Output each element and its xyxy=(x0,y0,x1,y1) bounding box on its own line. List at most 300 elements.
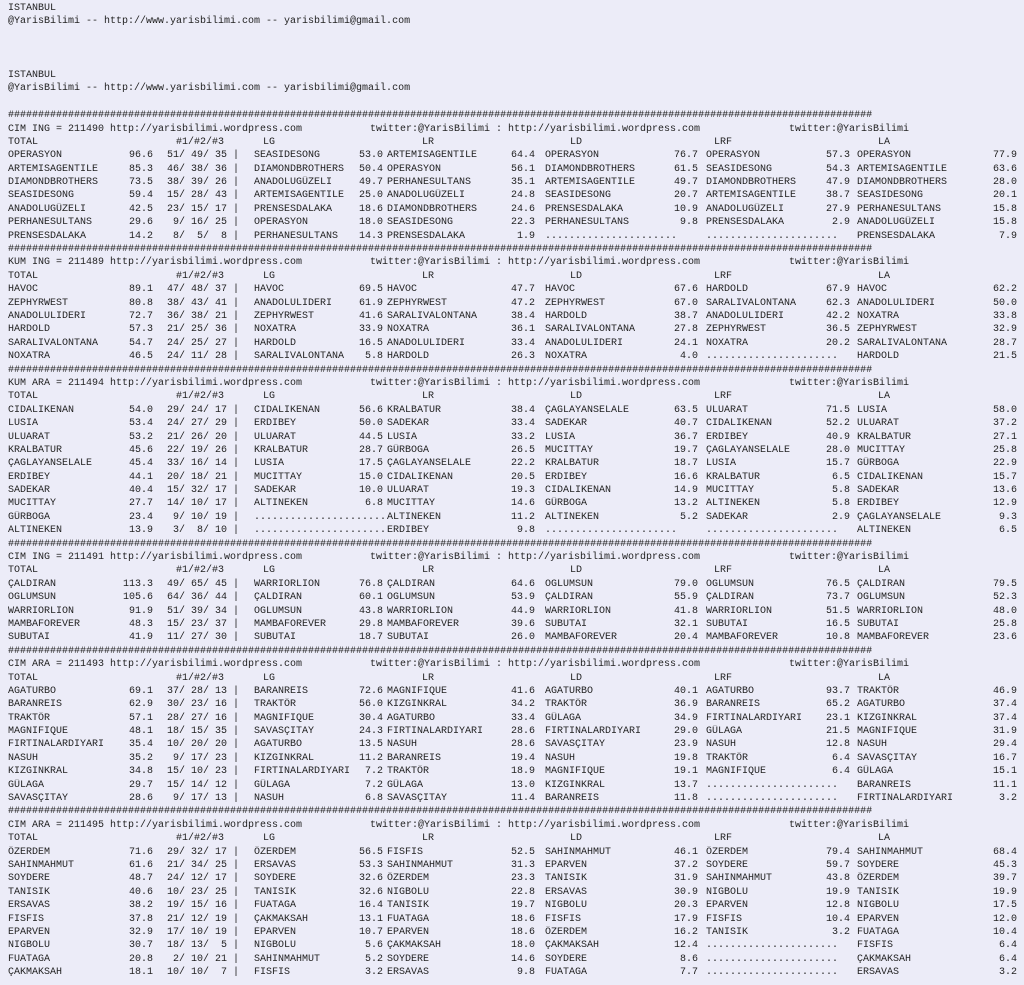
lg-value: 72.6 xyxy=(358,685,383,697)
horse-name: TRAKTÖR xyxy=(8,712,51,724)
table-row xyxy=(8,163,1018,176)
la-value: 21.5 xyxy=(992,351,1017,363)
place-counts: 38/ 43/ 41 | xyxy=(161,297,240,309)
lrf-horse: SEASIDESONG xyxy=(706,163,773,175)
horse-name: HAVOC xyxy=(8,284,39,296)
la-horse: EPARVEN xyxy=(857,913,900,925)
table-row xyxy=(8,524,1018,537)
lg-value: 30.4 xyxy=(358,712,383,724)
twitter-handle-text: twitter:@YarisBilimi xyxy=(789,257,910,269)
total-score: 57.3 xyxy=(128,324,153,336)
twitter-handle-text: twitter:@YarisBilimi xyxy=(789,659,910,671)
lrf-horse: PRENSESDALAKA xyxy=(706,217,785,229)
place-counts: 9/ 17/ 23 | xyxy=(161,752,240,764)
total-score: 91.9 xyxy=(128,605,153,617)
lr-value: 9.8 xyxy=(516,525,535,537)
lr-value: 18.6 xyxy=(510,913,535,925)
table-row xyxy=(8,404,1018,417)
lr-horse: ALTINEKEN xyxy=(387,511,442,523)
lrf-horse: ARTEMISAGENTILE xyxy=(706,190,797,202)
lg-value: 49.7 xyxy=(358,177,383,189)
total-score: 73.5 xyxy=(128,177,153,189)
lrf-horse: FIRTINALARDIYARI xyxy=(706,712,803,724)
lrf-horse: GÜLAGA xyxy=(706,726,743,738)
la-value: 39.7 xyxy=(992,873,1017,885)
ld-value: 19.7 xyxy=(673,444,698,456)
ld-value: 49.7 xyxy=(673,177,698,189)
la-value: 22.9 xyxy=(992,458,1017,470)
horse-name: HARDOLD xyxy=(8,324,51,336)
lrf-value: 51.5 xyxy=(825,605,850,617)
header-la: LA xyxy=(878,136,891,148)
la-value: 15.8 xyxy=(992,203,1017,215)
lrf-value: 5.8 xyxy=(831,485,850,497)
ld-horse: SADEKAR xyxy=(545,418,588,430)
lr-horse: SOYDERE xyxy=(387,953,430,965)
total-score: 72.7 xyxy=(128,310,153,322)
lr-horse: TRAKTÖR xyxy=(387,766,430,778)
la-value: 15.8 xyxy=(992,217,1017,229)
ld-horse: MAGNIFIQUE xyxy=(545,766,606,778)
table-row xyxy=(8,765,1018,778)
total-score: 61.6 xyxy=(128,860,153,871)
la-value: 68.4 xyxy=(992,846,1017,858)
ld-horse: TANISIK xyxy=(545,873,588,885)
ld-value: 55.9 xyxy=(673,592,698,604)
ld-horse: OGLUMSUN xyxy=(545,578,594,590)
ld-value: 18.7 xyxy=(673,458,698,470)
place-counts: 10/ 23/ 25 | xyxy=(161,886,240,898)
ld-horse: SAVASÇITAY xyxy=(545,739,606,751)
la-horse: ÇAKMAKSAH xyxy=(857,953,912,965)
lrf-horse: ZEPHYRWEST xyxy=(706,324,767,336)
separator-line: ################################################################################################################################################ xyxy=(8,538,873,550)
lrf-value: 10.8 xyxy=(825,632,850,644)
lr-value: 64.4 xyxy=(510,150,535,162)
place-counts: 38/ 39/ 26 | xyxy=(161,177,240,189)
total-score: 42.5 xyxy=(128,203,153,215)
table-row xyxy=(8,872,1018,885)
ld-value: 19.8 xyxy=(673,752,698,764)
horse-name: LUSIA xyxy=(8,418,39,430)
la-value: 58.0 xyxy=(992,404,1017,416)
lrf-horse: DIAMONDBROTHERS xyxy=(706,177,797,189)
lr-value: 28.6 xyxy=(510,726,535,738)
lg-value: 13.5 xyxy=(358,739,383,751)
lrf-value: 23.1 xyxy=(825,712,850,724)
lr-value: 26.3 xyxy=(510,351,535,363)
column-header xyxy=(8,564,1018,577)
lg-value: 56.0 xyxy=(358,699,383,711)
section-title xyxy=(8,256,1018,269)
table-row xyxy=(8,457,1018,470)
la-horse: FUATAGA xyxy=(857,926,900,938)
lr-value: 14.6 xyxy=(510,953,535,965)
la-value: 3.2 xyxy=(998,967,1017,979)
header-ld: LD xyxy=(570,391,583,403)
la-horse: NASUH xyxy=(857,739,888,751)
header-places: #1/#2/#3 xyxy=(176,672,225,684)
ld-value: 31.9 xyxy=(673,873,698,885)
lr-value: 11.2 xyxy=(510,511,535,523)
place-counts: 8/ 5/ 8 | xyxy=(161,230,240,242)
la-horse: NOXATRA xyxy=(857,310,900,322)
lr-horse: ULUARAT xyxy=(387,485,430,497)
lg-horse: NASUH xyxy=(254,793,285,805)
header-lr: LR xyxy=(422,565,435,577)
lr-horse: TANISIK xyxy=(387,900,430,912)
lrf-horse: FISFIS xyxy=(706,913,743,925)
la-horse: DIAMONDBROTHERS xyxy=(857,177,948,189)
ld-horse: KIZGINKRAL xyxy=(545,779,606,791)
lr-value: 23.3 xyxy=(510,873,535,885)
table-row xyxy=(8,752,1018,765)
lr-horse: PRENSESDALAKA xyxy=(387,230,466,242)
separator-line: ################################################################################################################################################ xyxy=(8,110,873,122)
horse-name: SARALIVALONTANA xyxy=(8,337,99,349)
lrf-value: 59.7 xyxy=(825,860,850,871)
lrf-horse: NIGBOLU xyxy=(706,886,749,898)
ld-horse: ANADOLULIDERI xyxy=(545,337,624,349)
total-score: 27.7 xyxy=(128,498,153,510)
table-row xyxy=(8,859,1018,872)
la-horse: FISFIS xyxy=(857,940,894,952)
lrf-value: 40.9 xyxy=(825,431,850,443)
table-row xyxy=(8,497,1018,510)
lg-horse: ÇAKMAKSAH xyxy=(254,913,309,925)
lrf-value: 16.5 xyxy=(825,618,850,630)
lr-value: 19.7 xyxy=(510,900,535,912)
ld-horse: ÇAKMAKSAH xyxy=(545,940,600,952)
separator-line: ################################################################################################################################################ xyxy=(8,645,873,657)
lr-value: 20.5 xyxy=(510,471,535,483)
place-counts: 28/ 27/ 16 | xyxy=(161,712,240,724)
total-score: 30.7 xyxy=(128,940,153,952)
place-counts: 51/ 49/ 35 | xyxy=(161,150,240,162)
lr-value: 1.9 xyxy=(516,230,535,242)
la-horse: OGLUMSUN xyxy=(857,592,906,604)
total-score: 46.5 xyxy=(128,351,153,363)
lrf-value: 65.2 xyxy=(825,699,850,711)
total-score: 85.3 xyxy=(128,163,153,175)
lg-horse: NIGBOLU xyxy=(254,940,297,952)
lr-horse: FISFIS xyxy=(387,846,424,858)
total-score: 28.6 xyxy=(128,793,153,805)
separator-line: ################################################################################################################################################ xyxy=(8,244,873,256)
total-score: 13.9 xyxy=(128,525,153,537)
place-counts: 64/ 36/ 44 | xyxy=(161,592,240,604)
lg-value: 6.8 xyxy=(364,793,383,805)
lg-horse: MUCITTAY xyxy=(254,471,303,483)
lrf-value: 19.9 xyxy=(825,886,850,898)
lr-value: 47.7 xyxy=(510,284,535,296)
ld-horse: SUBUTAI xyxy=(545,618,588,630)
la-value: 37.4 xyxy=(992,712,1017,724)
lg-horse: NOXATRA xyxy=(254,324,297,336)
horse-name: SEASIDESONG xyxy=(8,190,75,202)
la-horse: HARDOLD xyxy=(857,351,900,363)
ld-value: 36.7 xyxy=(673,431,698,443)
la-value: 25.8 xyxy=(992,444,1017,456)
lr-value: 19.4 xyxy=(510,752,535,764)
place-counts: 51/ 39/ 34 | xyxy=(161,605,240,617)
lg-horse: PRENSESDALAKA xyxy=(254,203,333,215)
horse-name: EPARVEN xyxy=(8,926,51,938)
lrf-value: 73.7 xyxy=(825,592,850,604)
ld-value: 79.0 xyxy=(673,578,698,590)
place-counts: 15/ 10/ 23 | xyxy=(161,766,240,778)
ld-horse: NASUH xyxy=(545,752,576,764)
race-id-link: CIM ARA = 211495 http://yarisbilimi.wordpress.com xyxy=(8,819,303,831)
lrf-horse: HARDOLD xyxy=(706,284,749,296)
table-row xyxy=(8,484,1018,497)
lg-horse: ANADOLULIDERI xyxy=(254,297,333,309)
lg-horse: SADEKAR xyxy=(254,485,297,497)
lg-value: 33.9 xyxy=(358,324,383,336)
place-counts: 21/ 34/ 25 | xyxy=(161,860,240,871)
total-score: 29.7 xyxy=(128,779,153,791)
la-horse: LUSIA xyxy=(857,404,888,416)
ld-value: 34.9 xyxy=(673,712,698,724)
la-value: 15.7 xyxy=(992,471,1017,483)
twitter-site-text: twitter:@YarisBilimi : http://yarisbilimi.wordpress.com xyxy=(370,819,701,831)
horse-name: NOXATRA xyxy=(8,351,51,363)
ld-horse: ARTEMISAGENTILE xyxy=(545,177,636,189)
total-score: 20.8 xyxy=(128,953,153,965)
ld-value: 7.7 xyxy=(679,967,698,979)
header-line: @YarisBilimi -- http://www.yarisbilimi.com -- yarisbilimi@gmail.com xyxy=(8,16,411,28)
place-counts: 9/ 17/ 13 | xyxy=(161,793,240,805)
ld-horse: HAVOC xyxy=(545,284,576,296)
header-total: TOTAL xyxy=(8,565,39,577)
separator-line: ################################################################################################################################################ xyxy=(8,806,873,818)
twitter-handle-text: twitter:@YarisBilimi xyxy=(789,123,910,135)
la-horse: ALTINEKEN xyxy=(857,525,912,537)
ld-value: 29.0 xyxy=(673,726,698,738)
place-counts: 21/ 12/ 19 | xyxy=(161,913,240,925)
ld-value: 4.0 xyxy=(679,351,698,363)
header-lrf: LRF xyxy=(714,391,733,403)
ld-horse: ERSAVAS xyxy=(545,886,588,898)
total-score: 45.4 xyxy=(128,458,153,470)
place-counts: 9/ 10/ 19 | xyxy=(161,511,240,523)
lr-horse: HAVOC xyxy=(387,284,418,296)
lg-horse: OGLUMSUN xyxy=(254,605,303,617)
horse-name: ZEPHYRWEST xyxy=(8,297,69,309)
lrf-horse: WARRIORLION xyxy=(706,605,773,617)
lg-horse: FIRTINALARDIYARI xyxy=(254,766,351,778)
la-horse: ZEPHYRWEST xyxy=(857,324,918,336)
ld-value: 5.2 xyxy=(679,511,698,523)
horse-name: KRALBATUR xyxy=(8,444,63,456)
ld-value: 20.4 xyxy=(673,632,698,644)
lr-horse: NASUH xyxy=(387,739,418,751)
ld-horse: MUCITTAY xyxy=(545,444,594,456)
la-horse: BARANREIS xyxy=(857,779,912,791)
lrf-value: 15.7 xyxy=(825,458,850,470)
race-id-link: CIM ARA = 211493 http://yarisbilimi.wordpress.com xyxy=(8,659,303,671)
table-row xyxy=(8,725,1018,738)
section-title xyxy=(8,819,1018,832)
la-value: 16.7 xyxy=(992,752,1017,764)
lg-horse: FISFIS xyxy=(254,967,291,979)
ld-value: 19.1 xyxy=(673,766,698,778)
total-score: 29.6 xyxy=(128,217,153,229)
total-score: 105.6 xyxy=(122,592,153,604)
la-horse: KIZGINKRAL xyxy=(857,712,918,724)
place-counts: 36/ 38/ 21 | xyxy=(161,310,240,322)
lr-horse: ERDIBEY xyxy=(387,525,430,537)
horse-name: PERHANESULTANS xyxy=(8,217,93,229)
header-places: #1/#2/#3 xyxy=(176,565,225,577)
total-score: 23.4 xyxy=(128,511,153,523)
lrf-horse: ALTINEKEN xyxy=(706,498,761,510)
place-counts: 29/ 24/ 17 | xyxy=(161,404,240,416)
la-horse: TANISIK xyxy=(857,886,900,898)
twitter-handle-text: twitter:@YarisBilimi xyxy=(789,377,910,389)
ld-value: 63.5 xyxy=(673,404,698,416)
lrf-horse: SUBUTAI xyxy=(706,618,749,630)
lg-value: 44.5 xyxy=(358,431,383,443)
lr-value: 24.8 xyxy=(510,190,535,202)
lr-horse: ANADOLUGÜZELI xyxy=(387,190,466,202)
ld-value: 23.9 xyxy=(673,739,698,751)
table-row xyxy=(8,337,1018,350)
lg-horse: SUBUTAI xyxy=(254,632,297,644)
lg-horse: MAGNIFIQUE xyxy=(254,712,315,724)
ld-horse: PRENSESDALAKA xyxy=(545,203,624,215)
horse-name: ÇAGLAYANSELALE xyxy=(8,458,93,470)
horse-name: SUBUTAI xyxy=(8,632,51,644)
la-value: 11.1 xyxy=(992,779,1017,791)
ld-value: 67.6 xyxy=(673,284,698,296)
lrf-horse: ...................... xyxy=(706,525,839,537)
ld-value: 27.8 xyxy=(673,324,698,336)
ld-horse: ZEPHYRWEST xyxy=(545,297,606,309)
lg-horse: AGATURBO xyxy=(254,739,303,751)
ld-horse: PERHANESULTANS xyxy=(545,217,630,229)
lrf-horse: KRALBATUR xyxy=(706,471,761,483)
ld-value: 11.8 xyxy=(673,793,698,805)
ld-value: 67.0 xyxy=(673,297,698,309)
place-counts: 24/ 27/ 29 | xyxy=(161,418,240,430)
ld-value: 8.6 xyxy=(679,953,698,965)
horse-name: ERDIBEY xyxy=(8,471,51,483)
table-row xyxy=(8,631,1018,644)
place-counts: 11/ 27/ 30 | xyxy=(161,632,240,644)
total-score: 35.4 xyxy=(128,739,153,751)
lr-horse: ARTEMISAGENTILE xyxy=(387,150,478,162)
table-row xyxy=(8,591,1018,604)
horse-name: GÜLAGA xyxy=(8,779,45,791)
place-counts: 17/ 10/ 19 | xyxy=(161,926,240,938)
lr-value: 39.6 xyxy=(510,618,535,630)
table-row xyxy=(8,297,1018,310)
lrf-horse: SAHINMAHMUT xyxy=(706,873,773,885)
lg-horse: HARDOLD xyxy=(254,337,297,349)
lg-horse: SAVASÇITAY xyxy=(254,726,315,738)
horse-name: KIZGINKRAL xyxy=(8,766,69,778)
lrf-value: 12.8 xyxy=(825,900,850,912)
table-row xyxy=(8,149,1018,162)
ld-horse: ÖZERDEM xyxy=(545,926,588,938)
la-value: 20.1 xyxy=(992,190,1017,202)
ld-horse: LUSIA xyxy=(545,431,576,443)
lrf-value: 43.8 xyxy=(825,873,850,885)
la-horse: SAVASÇITAY xyxy=(857,752,918,764)
lg-value: 10.0 xyxy=(358,485,383,497)
section-title xyxy=(8,658,1018,671)
header-total: TOTAL xyxy=(8,136,39,148)
lr-horse: SAVASÇITAY xyxy=(387,793,448,805)
lrf-horse: ULUARAT xyxy=(706,404,749,416)
la-horse: GÜLAGA xyxy=(857,766,894,778)
lr-horse: SAHINMAHMUT xyxy=(387,860,454,871)
lr-horse: MUCITTAY xyxy=(387,498,436,510)
la-horse: PRENSESDALAKA xyxy=(857,230,936,242)
horse-name: TANISIK xyxy=(8,886,51,898)
lrf-horse: OPERASYON xyxy=(706,150,761,162)
lrf-value: 38.7 xyxy=(825,190,850,202)
lrf-horse: MAGNIFIQUE xyxy=(706,766,767,778)
total-score: 45.6 xyxy=(128,444,153,456)
ld-horse: FUATAGA xyxy=(545,967,588,979)
la-horse: NIGBOLU xyxy=(857,900,900,912)
ld-value: 20.7 xyxy=(673,190,698,202)
lg-value: 3.2 xyxy=(364,967,383,979)
lr-value: 22.8 xyxy=(510,886,535,898)
horse-name: FUATAGA xyxy=(8,953,51,965)
la-value: 28.7 xyxy=(992,337,1017,349)
lg-horse: SARALIVALONTANA xyxy=(254,351,345,363)
header-la: LA xyxy=(878,833,891,845)
lg-value: 61.9 xyxy=(358,297,383,309)
place-counts: 37/ 28/ 13 | xyxy=(161,685,240,697)
lrf-value: 3.2 xyxy=(831,926,850,938)
lr-value: 13.0 xyxy=(510,779,535,791)
table-row xyxy=(8,230,1018,243)
total-score: 71.6 xyxy=(128,846,153,858)
lg-horse: ANADOLUGÜZELI xyxy=(254,177,333,189)
ld-horse: EPARVEN xyxy=(545,860,588,871)
ld-horse: SEASIDESONG xyxy=(545,190,612,202)
horse-name: ÖZERDEM xyxy=(8,846,51,858)
total-score: 54.0 xyxy=(128,404,153,416)
lg-horse: BARANREIS xyxy=(254,685,309,697)
lr-value: 41.6 xyxy=(510,685,535,697)
ld-horse: ...................... xyxy=(545,525,678,537)
table-row xyxy=(8,203,1018,216)
lrf-value: 2.9 xyxy=(831,217,850,229)
horse-name: ARTEMISAGENTILE xyxy=(8,163,99,175)
total-score: 48.1 xyxy=(128,726,153,738)
ld-value: 38.7 xyxy=(673,310,698,322)
la-value: 31.9 xyxy=(992,726,1017,738)
lg-value: 18.7 xyxy=(358,632,383,644)
header-lg: LG xyxy=(263,672,276,684)
horse-name: WARRIORLION xyxy=(8,605,75,617)
ld-horse: HARDOLD xyxy=(545,310,588,322)
ld-value: 20.3 xyxy=(673,900,698,912)
lr-horse: MAGNIFIQUE xyxy=(387,685,448,697)
lr-horse: WARRIORLION xyxy=(387,605,454,617)
lr-horse: SUBUTAI xyxy=(387,632,430,644)
lg-value: 15.0 xyxy=(358,471,383,483)
lr-value: 38.4 xyxy=(510,310,535,322)
ld-value: 36.9 xyxy=(673,699,698,711)
total-score: 37.8 xyxy=(128,913,153,925)
lr-value: 35.1 xyxy=(510,177,535,189)
